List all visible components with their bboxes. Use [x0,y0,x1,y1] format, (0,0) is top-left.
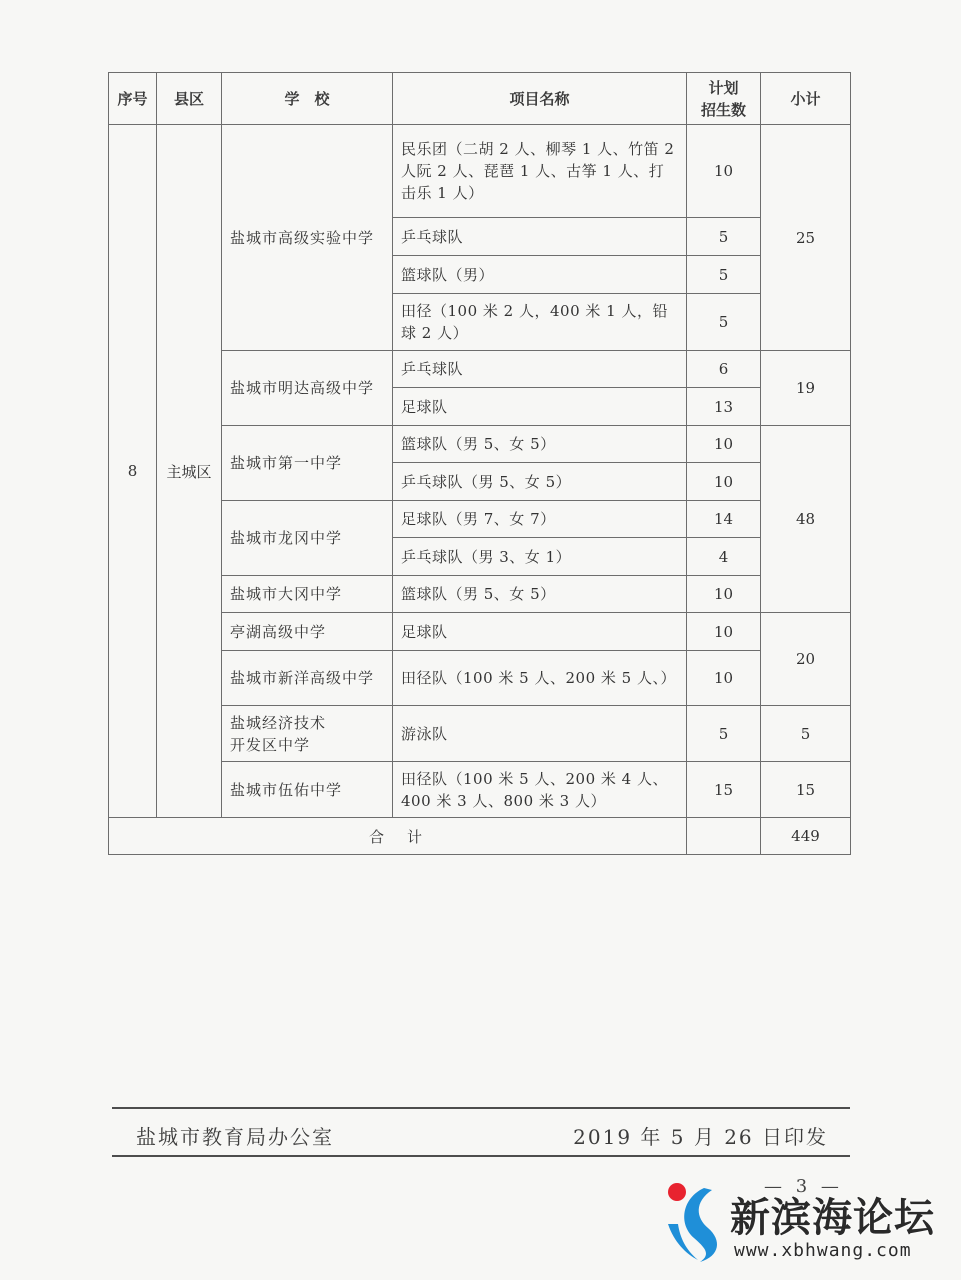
total-plan-empty [687,818,761,855]
cell-subtotal: 20 [761,613,851,706]
header-plan-line1: 计划 [708,78,739,97]
watermark-logo-icon [664,1180,734,1264]
issuer-footer [112,1107,850,1157]
cell-project: 民乐团（二胡 2 人、柳琴 1 人、竹笛 2 人阮 2 人、琵琶 1 人、古筝 1 人、打击乐 1 人） [393,125,687,218]
watermark-url: www.xbhwang.com [734,1240,912,1261]
cell-plan: 14 [687,501,761,538]
total-value: 449 [761,818,851,855]
cell-project: 足球队（男 7、女 7） [393,501,687,538]
issuing-office: 盐城市教育局办公室 [136,1125,334,1149]
cell-school [222,706,393,762]
header-no: 序号 [109,73,157,125]
table-header-row [109,73,851,125]
cell-project: 篮球队（男 5、女 5） [393,576,687,613]
cell-subtotal: 5 [761,706,851,762]
cell-plan: 15 [687,762,761,818]
issue-date: 2019 年 5 月 26 日印发 [573,1125,828,1149]
header-plan [687,73,761,125]
enrollment-plan-table [108,72,851,855]
header-subtotal: 小计 [761,73,851,125]
cell-plan: 5 [687,706,761,762]
header-district: 县区 [157,73,222,125]
cell-plan: 5 [687,294,761,351]
cell-project: 篮球队（男） [393,256,687,294]
cell-project: 乒乓球队 [393,218,687,256]
cell-subtotal: 19 [761,351,851,426]
site-watermark [664,1180,954,1270]
cell-subtotal: 25 [761,125,851,351]
cell-plan: 5 [687,218,761,256]
cell-school: 盐城市伍佑中学 [222,762,393,818]
cell-school: 盐城市龙冈中学 [222,501,393,576]
cell-plan: 5 [687,256,761,294]
table-row [109,125,851,218]
cell-district: 主城区 [157,125,222,818]
cell-plan: 10 [687,426,761,463]
cell-school-line1: 盐城经济技术 [230,713,327,732]
cell-no: 8 [109,125,157,818]
cell-school: 盐城市新洋高级中学 [222,651,393,706]
cell-school: 盐城市明达高级中学 [222,351,393,426]
cell-plan: 10 [687,125,761,218]
cell-subtotal: 48 [761,426,851,613]
cell-school: 盐城市高级实验中学 [222,125,393,351]
cell-subtotal: 15 [761,762,851,818]
header-plan-line2: 招生数 [700,100,746,119]
cell-plan: 6 [687,351,761,388]
cell-plan: 10 [687,613,761,651]
watermark-name: 新滨海论坛 [730,1195,935,1241]
cell-project: 篮球队（男 5、女 5） [393,426,687,463]
header-project: 项目名称 [393,73,687,125]
cell-plan: 4 [687,538,761,576]
cell-school: 盐城市第一中学 [222,426,393,501]
page-number: — 3 — [764,1176,843,1197]
cell-school: 亭湖高级中学 [222,613,393,651]
total-label: 合 计 [109,818,687,855]
cell-school-line2: 开发区中学 [230,735,311,754]
cell-project: 乒乓球队（男 5、女 5） [393,463,687,501]
cell-plan: 10 [687,651,761,706]
cell-plan: 10 [687,576,761,613]
cell-project: 乒乓球队（男 3、女 1） [393,538,687,576]
cell-project: 游泳队 [393,706,687,762]
cell-project: 田径（100 米 2 人，400 米 1 人，铅球 2 人） [393,294,687,351]
header-school: 学 校 [222,73,393,125]
cell-school: 盐城市大冈中学 [222,576,393,613]
cell-project: 足球队 [393,613,687,651]
cell-project: 田径队（100 米 5 人、200 米 5 人、） [393,651,687,706]
cell-plan: 13 [687,388,761,426]
cell-project: 田径队（100 米 5 人、200 米 4 人、400 米 3 人、800 米 3 人） [393,762,687,818]
cell-project: 乒乓球队 [393,351,687,388]
cell-project: 足球队 [393,388,687,426]
cell-plan: 10 [687,463,761,501]
total-row [109,818,851,855]
